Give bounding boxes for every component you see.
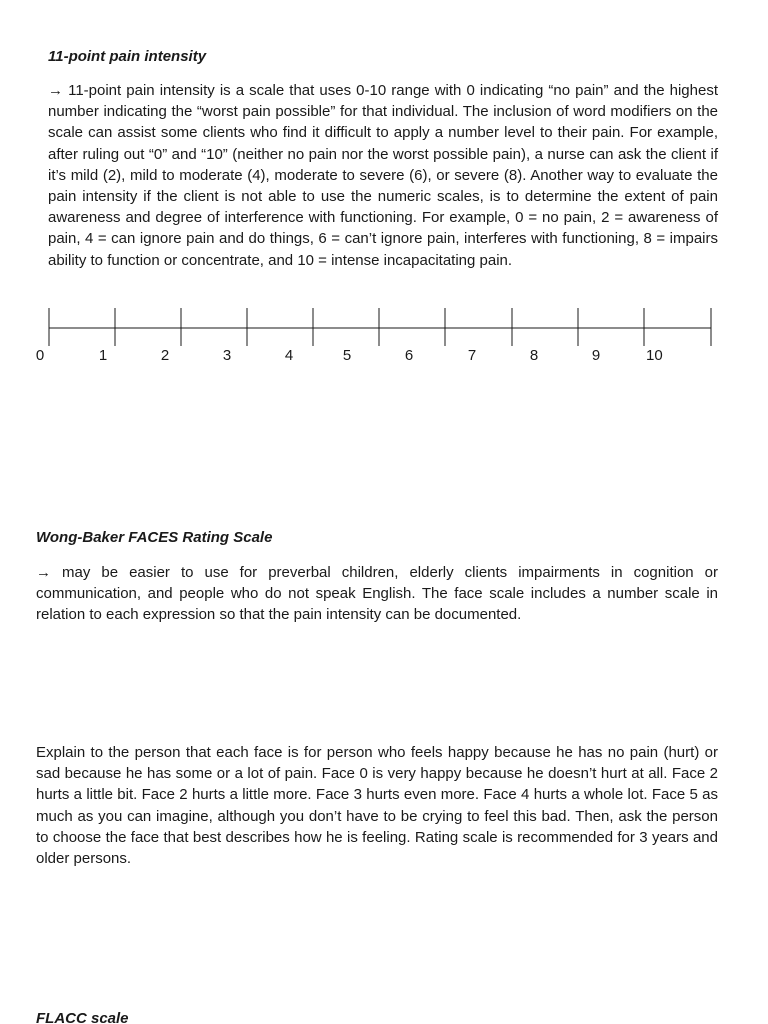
pain-scale-label: 3	[222, 347, 232, 364]
section-title-pain-intensity: 11-point pain intensity	[48, 48, 207, 65]
section-title-wong-baker: Wong-Baker FACES Rating Scale	[36, 529, 273, 546]
pain-scale-label: 8	[529, 347, 539, 364]
pain-scale-label: 6	[404, 347, 414, 364]
pain-scale-ruler	[0, 300, 768, 380]
pain-scale-label: 4	[284, 347, 294, 364]
pain-intensity-description: → 11-point pain intensity is a scale that uses 0-10 range with 0 indicating “no pain” and the highest number indicating the “worst pain possible” for that individual. The inclusion of word modifiers on the scale can assist some clients who find it difficult to apply a number level to their pain. For example, after ruling out “0” and “10” (neither no pain nor the worst possible pain), a nurse can ask the client if it’s mild (2), mild to moderate (4), moderate to severe (6), or severe (8). Another way to evaluate the pain intensity if the client is not able to use the numeric scales, is to determine the extent of pain awareness and degree of interference with functioning. For example, 0 = no pain, 2 = awareness of pain, 4 = can ignore pain and do things, 6 = can’t ignore pain, interferes with functioning, 8 = impairs ability to function or concentrate, and 10 = intense incapacitating pain.	[48, 82, 718, 269]
pain-scale-label: 5	[342, 347, 352, 364]
wong-baker-instructions: Explain to the person that each face is for person who feels happy because he has no pain (hurt) or sad because he has some or a lot of pain. Face 0 is very happy because he doesn’t hurt at all. Face 2 hurts a little bit. Face 2 hurts a little more. Face 3 hurts even more. Face 4 hurts a whole lot. Face 5 as much as you can imagine, although you don’t have to be crying to feel this bad. Then, ask the person to choose the face that best describes how he is feeling. Rating scale is recommended for 3 years and older persons.	[36, 744, 718, 868]
pain-scale-label: 0	[35, 347, 45, 364]
section-title-flacc: FLACC scale	[36, 1010, 129, 1024]
pain-scale-labels	[36, 347, 663, 364]
pain-scale-label: 10	[646, 347, 663, 364]
pain-scale-ticks	[49, 308, 711, 346]
wong-baker-description: → may be easier to use for preverbal children, elderly clients impairments in cognition or communication, and people who do not speak English. The face scale includes a number scale in relation to each expression so that the pain intensity can be documented.	[36, 564, 718, 624]
pain-scale-label: 9	[591, 347, 601, 364]
pain-scale-label: 1	[98, 347, 108, 364]
pain-scale-label: 7	[467, 347, 477, 364]
pain-scale-label: 2	[160, 347, 170, 364]
